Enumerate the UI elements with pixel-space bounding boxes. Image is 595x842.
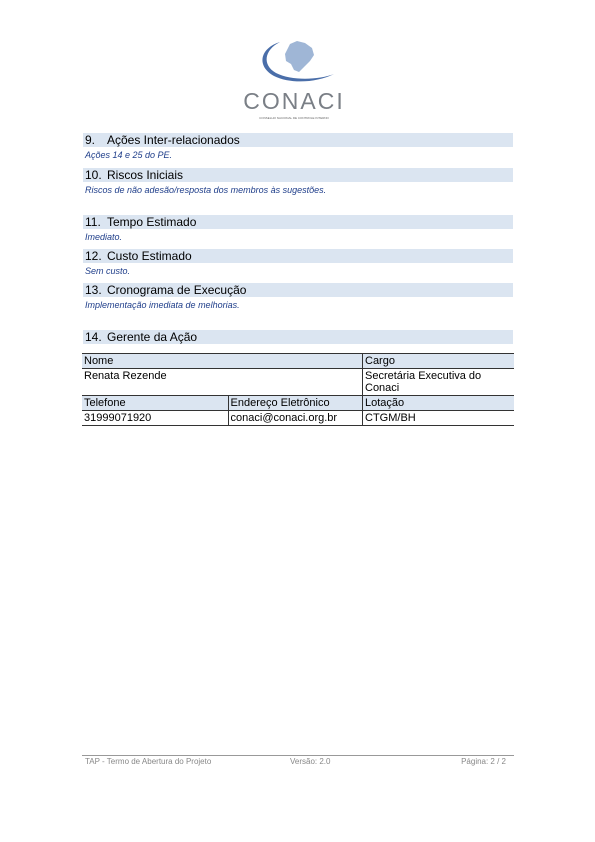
section-heading-13 bbox=[83, 283, 513, 297]
section-title: Tempo Estimado bbox=[107, 215, 197, 229]
section-description-12: Sem custo. bbox=[85, 266, 131, 276]
section-description-10: Riscos de não adesão/resposta dos membros às sugestões. bbox=[85, 185, 327, 195]
table-row bbox=[82, 369, 514, 396]
header-phone: Telefone bbox=[82, 396, 228, 411]
section-heading-11 bbox=[83, 215, 513, 229]
section-description-9: Ações 14 e 25 do PE. bbox=[85, 150, 173, 160]
logo-wordmark: CONACI bbox=[243, 88, 345, 114]
manager-table bbox=[82, 353, 514, 426]
cell-email: conaci@conaci.org.br bbox=[228, 411, 362, 426]
header-name: Nome bbox=[82, 354, 363, 369]
cell-role bbox=[363, 369, 515, 396]
cell-phone: 31999071920 bbox=[82, 411, 228, 426]
conaci-logo bbox=[242, 34, 346, 122]
section-number: 14. bbox=[85, 330, 102, 344]
section-title: Custo Estimado bbox=[107, 249, 192, 263]
section-description-13: Implementação imediata de melhorias. bbox=[85, 300, 240, 310]
section-number: 13. bbox=[85, 283, 102, 297]
table-header-row bbox=[82, 354, 514, 369]
section-number: 11. bbox=[85, 215, 101, 229]
footer-page-number: Página: 2 / 2 bbox=[461, 757, 506, 766]
section-number: 9. bbox=[85, 133, 96, 147]
section-heading-9 bbox=[83, 133, 513, 147]
section-title: Riscos Iniciais bbox=[107, 168, 184, 182]
footer-version: Versão: 2.0 bbox=[290, 757, 331, 766]
brazil-map-icon bbox=[242, 34, 346, 94]
section-heading-14 bbox=[83, 330, 513, 344]
section-number: 10. bbox=[85, 168, 102, 182]
table-header-row bbox=[82, 396, 514, 411]
cell-location: CTGM/BH bbox=[363, 411, 515, 426]
footer-document-name: TAP - Termo de Abertura do Projeto bbox=[85, 757, 212, 766]
section-title: Ações Inter-relacionados bbox=[107, 133, 240, 147]
logo-tagline: CONSELHO NACIONAL DE CONTROLE INTERNO bbox=[259, 116, 329, 120]
cell-role-line1: Secretária Executiva do bbox=[365, 370, 482, 382]
header-role: Cargo bbox=[363, 354, 515, 369]
section-number: 12. bbox=[85, 249, 102, 263]
table-row bbox=[82, 411, 514, 426]
header-email: Endereço Eletrônico bbox=[228, 396, 362, 411]
section-heading-10 bbox=[83, 168, 513, 182]
footer-divider bbox=[82, 755, 514, 756]
header-location: Lotação bbox=[363, 396, 515, 411]
section-title: Gerente da Ação bbox=[107, 330, 198, 344]
section-heading-12 bbox=[83, 249, 513, 263]
cell-role-line2: Conaci bbox=[365, 382, 400, 394]
section-description-11: Imediato. bbox=[85, 232, 123, 242]
cell-name: Renata Rezende bbox=[84, 370, 167, 382]
section-title: Cronograma de Execução bbox=[107, 283, 247, 297]
